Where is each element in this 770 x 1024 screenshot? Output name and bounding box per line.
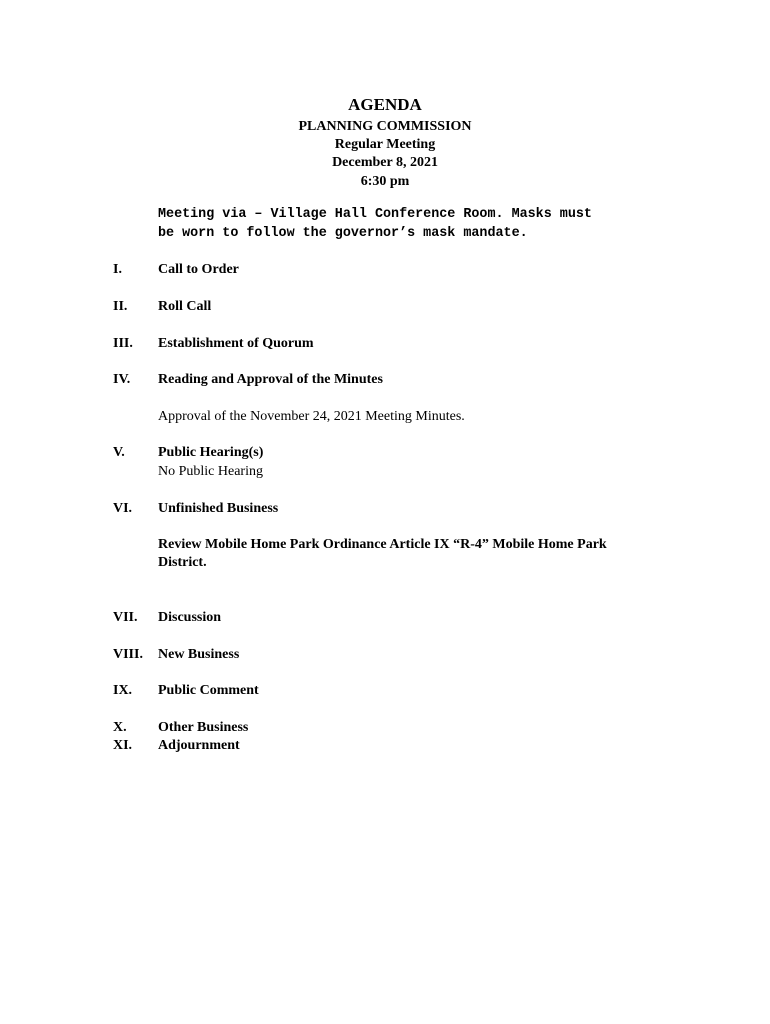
item-number: I. (113, 262, 122, 277)
item-label: Roll Call (158, 299, 212, 314)
commission-name: PLANNING COMMISSION (298, 119, 472, 134)
item-label: Discussion (158, 610, 222, 625)
item-number: IV. (113, 372, 131, 387)
item-label: Reading and Approval of the Minutes (158, 372, 383, 387)
item-number: IX. (113, 683, 133, 698)
item-label: Public Comment (158, 683, 259, 698)
item-detail: No Public Hearing (158, 464, 263, 479)
item-number: VII. (113, 610, 138, 625)
meeting-type: Regular Meeting (334, 137, 436, 152)
item-label: Other Business (158, 720, 249, 735)
meeting-time: 6:30 pm (360, 174, 410, 189)
item-detail: Approval of the November 24, 2021 Meeting Minutes. (158, 409, 465, 424)
item-number: VIII. (113, 647, 143, 662)
meeting-date: December 8, 2021 (332, 155, 438, 170)
item-label: New Business (158, 647, 240, 662)
item-label: Unfinished Business (158, 501, 279, 516)
meeting-location-notice: Meeting via – Village Hall Conference Room. Masks must be worn to follow the governor’s mask mandate. (158, 207, 592, 241)
item-label: Public Hearing(s) (158, 445, 264, 460)
item-label: Adjournment (158, 738, 240, 753)
item-label: Call to Order (158, 262, 239, 277)
document-title-text: AGENDA (348, 95, 422, 114)
document-title (0, 95, 770, 114)
item-number: X. (113, 720, 127, 735)
item-detail: Review Mobile Home Park Ordinance Article IX “R-4” Mobile Home Park District. (158, 537, 607, 570)
item-number: VI. (113, 501, 133, 516)
item-number: V. (113, 445, 125, 460)
item-number: II. (113, 299, 128, 314)
item-number: III. (113, 336, 133, 351)
item-label: Establishment of Quorum (158, 336, 314, 351)
item-number: XI. (113, 738, 133, 753)
